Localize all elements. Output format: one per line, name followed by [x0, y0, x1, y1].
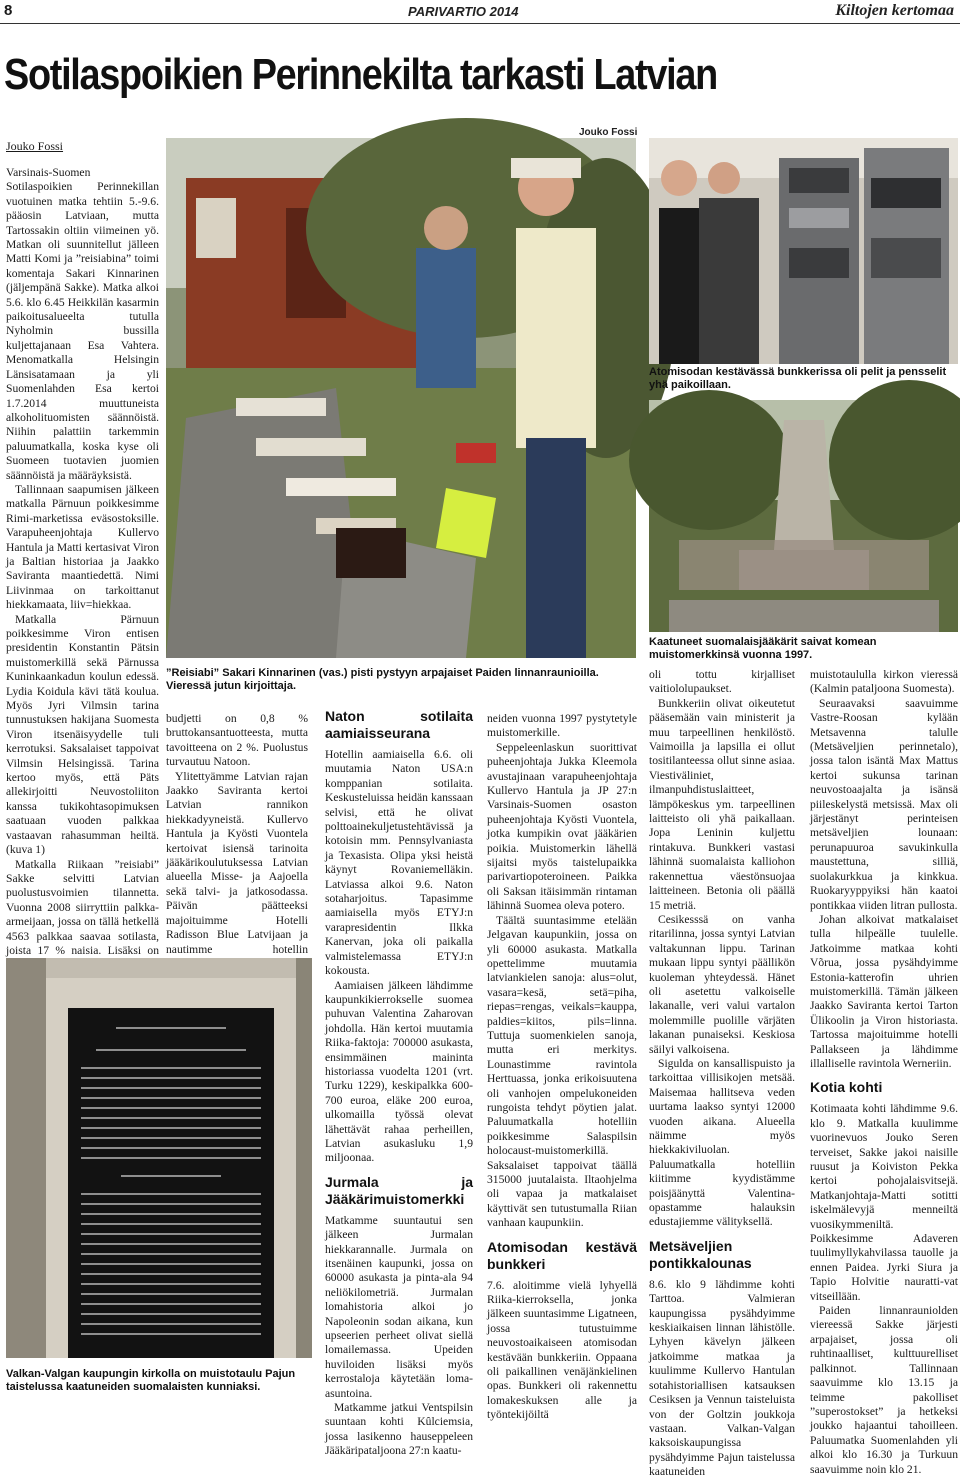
paragraph: Tallinnaan saapumisen jälkeen matkalla Pärnuun poikkesimme Rimi-marketissa eväsostoksille. Varapuheenjohtaja Kullervo Hantula ja Matti kertasivat Viron ja Baltian historiaa ja Jaakko Saviranta maantiedettä. Nimi Liivinmaa on tarkoittanut hiekkamaata, liiv=hiekkaa. [6, 482, 159, 612]
monument-illustration [649, 400, 958, 632]
main-photo-caption: ”Reisiabi” Sakari Kinnarinen (vas.) pisti pystyyn arpajaiset Paiden linnanraunioilla. Vieressä jutun kirjoittaja. [166, 667, 599, 692]
article-column-5 [649, 668, 795, 1480]
paragraph: Seuraavaksi saavuimme Vastre-Roosan kylään Metsavenna talulle (Metsäveljien perinnetalo), jossa talon isäntä Max Mattus kertoi sukunsa tarinan neuvostoaajalta ja isänsä piileskelystä metsissä. Max oli järjestänyt perinteisen metsäveljien lounaan: perunapuuroa savukinkulla maustettuna, silliä, suolakurkkua ja kinkkua. Ruokaryyppyiksi hän kaatoi pontikkaa viiden litran pullosta. [810, 696, 958, 912]
paragraph: Cesikesssä on vanha ritarilinna, jossa syntyi Latvian valtakunnan lippu. Tarinan mukaan lippu syntyi päällikön kuoleman yhteydessä. Hänet oli asetettu valkoiselle lakanalle, veri valui vartalon molemmille puolille värjäten lakanan punaiseksi. Keskiosa säilyi valkoisena. [649, 912, 795, 1056]
main-photo [166, 138, 636, 658]
article-column-1 [6, 166, 159, 957]
paragraph: Ylitettyämme Latvian rajan Jaakko Saviranta kertoi Latvian rannikon hiekkadyyneistä. Kullervo Hantula ja Kyösti Vuontela kertoivat isiensä tarinoita jääkärikoulutuksessa Latvian alueella Misse- ja Aajoella sekä talvi- ja jatkosodassa. Päivän päätteeksi majoituimme Hotelli Radisson Blue Latvijaan ja nautimme hotellin [166, 769, 308, 956]
plaque-photo [6, 958, 312, 1358]
paragraph: Aamiaisen jälkeen lähdimme kaupunkikierrokselle suomea puhuvan Valentina Zaharovan johdolla. Hän kertoi muutamia Riika-faktoja: 700000 asukasta, ensimmäinen maininta historiassa vuodelta 1201 (vrt. Turku 1229), keskipalkka 600-700 euroa, eläke 200 euroa, ulkomailla työssä olevat lähettävät rahaa perheillen, Latvian asukasluku 1,9 miljoonaa. [325, 978, 473, 1165]
paragraph: Bunkkeriin olivat oikeutetut pääsemään vain ministerit ja muu tarpeellinen henkilöstö. Vaimoilla ja lapsilla ei ollut tositilanteessa ollut sinne asiaa. Viestiväliniet, ilmanpuhdistuslaitteet, lämpökeskus ym. tarpeellinen laitteisto oli yhä paikallaan. Jopa Leninin kuljettu rintakuva. Bunkkeri vastasi lähinnä suomalaista kalliohon rakennettua väestönsuojaa laitteineen. Betonia oli päällä 15 metriä. [649, 696, 795, 912]
paragraph: Varsinais-Suomen Sotilaspoikien Perinnekillan vuotuinen matka tehtiin 5.-9.6. pääosin Latviaan, mutta Tartossakin oltiin viimeinen yö. Matkan oli suunnitellut jälleen Matti Komi ja ”reisiabina” toimi komentaja Sakari Kinnarinen (jäljempänä Sakke). Matka alkoi 5.6. klo 6.45 Heikkilän kasarmin paikoitusalueelta tutulla Nyholmin bussilla kuljettajanaan Esa Vahtera. Menomatkalla Helsingin Länsisatamaan ja yli Suomenlahden Esa kertoi 1.7.2014 muuttuneista alkoholituomisten säännöistä. Niihin palattiin tarkemmin paluumatkalla, koska kyse oli Suomeen tuotavien juomien säännöistä ja määräyksistä. [6, 166, 159, 482]
monument-photo [649, 400, 958, 632]
photo-credit: Jouko Fossi [579, 127, 638, 138]
paragraph: Matkamme suuntautui sen jälkeen Jurmalan hiekkarannalle. Jurmala on itsenäinen kaupunki, jossa on 60000 asukasta ja pinta-ala 94 neliökilometriä. Jurmalan lomahistoria alkoi jo Napoleonin sodan aikana, kun upseerien perheet olivat siellä lomailemassa. Upeiden huviloiden lisäksi myös kerrostaloja käytetään loma-asuntoina. [325, 1213, 473, 1400]
bunker-photo-caption: Atomisodan kestävässä bunkkerissa oli pelit ja pensselit yhä paikoillaan. [649, 366, 947, 391]
header-rule [0, 23, 960, 24]
paragraph: Matkalla Pärnuun poikkesimme Viron entisen presidentin Konstantin Pätsin muistomerkillä sekä Pärnussa Kuninkaankadun koulun edessä. Lydia Koidula kävi tätä koulua. Myös Jyri Vilmsin tarina tunnustuksen hakijana Suomesta Viron itsenäisyydelle tuli kerrotuksi. Saksalaiset tappoivat Vilmsin Helsingissä. Tarina kertoo myös, että Päts allekirjoitti Neuvostoliiton kanssa tukikohtasopimuksen saatuaan vuoden palkkaa vastaavan rahasumman heiltä. (kuva 1) [6, 612, 159, 857]
subheading: Metsäveljien pontikkalounas [649, 1237, 752, 1271]
article-column-4 [487, 712, 637, 1423]
page-header [0, 0, 960, 22]
paragraph: Matkalla Riikaan ”reisiabi” Sakke selvitti Latvian puolustusvoimien tilannetta. Vuonna 2008 siirryttiin palkka-armeijaan, jossa on tällä hetkellä 4563 palkkaa saavaa sotilasta, joista 17 % naisia. Lisäksi on [6, 857, 159, 957]
paragraph: 8.6. klo 9 lähdimme kohti Tarttoa. Valmieran kaupungissa pysähdyimme keskiaikaisen linnan lähistölle. Lyhyen kävelyn jälkeen jatkoimme matkaa ja kuulimme Kullervo Hantulan sotahistoriallisen katsauksen Cesiksen ja Vennun taisteluista von der Goltzin joukkoja vastaan. Valkan-Valgan kaksoiskaupungissa pysähdyimme Pajun taistelussa kaatuneiden [649, 1277, 795, 1479]
memorial-plaque-illustration [6, 958, 312, 1358]
subheading: Atomisodan kestävä bunkkeri [487, 1238, 637, 1272]
paragraph: budjetti on 0,8 % bruttokansantuotteesta, mutta tavoitteena on 2 %. Puolustus turvautuu Natoon. [166, 712, 308, 769]
paragraph: Hotellin aamiaisella 6.6. oli muutamia Naton USA:n komppanian sotilaita. Keskusteluissa heidän kanssaan selvisi, että he olivat polttoainekuljetustehtävissä ja kotoisin mm. Pennsylvaniasta ja Texasista. Olipa yksi heistä käynyt Rovaniemelläkin. Latviassa alkoi 9.6. Naton sotaharjoitus. Tapasimme aamiaisella myös ETYJ:n varapresidentin Ilkka Kanervan, joka oli paikalla valmistelemassa ETYJ:n kokousta. [325, 748, 473, 978]
paragraph: oli tottu kirjalliset vaitiololupaukset. [649, 668, 795, 696]
page-number: 8 [4, 2, 13, 19]
article-column-2 [166, 712, 308, 986]
article-column-6 [810, 668, 958, 1477]
article-column-3 [325, 708, 473, 1459]
bunker-illustration [649, 138, 958, 364]
paragraph: muistotaululla kirkon vieressä (Kalmin pataljoona Suomesta). [810, 668, 958, 696]
paragraph: Täältä suuntasimme etelään Jelgavan kaupunkiin, jossa on yli 60000 asukasta. Matkalla opettelimme muutamia latviankielen sanoja: alus=olut, vasara=kesä, setä=piha, riepas=rengas, veikals=kauppa, paldies=kiitos, pils=linna. Tuttuja suomenkielen sanoja, mutta eri merkitys. Lounastimme ravintola Herttuassa, jonka erikoisuutena oli vanhojen ompelukoneiden rungoista tehdyt pöytien jalat. Paluumatkalla hotelliin poikkesimme Salaspilsin holocaust-muistomerkillä. Saksalaiset tappoivat täällä 315000 juutalaista. Iltaohjelma oli vapaa ja matkalaiset käyttivät sen tutustumalla Riian vanhaan kaupunkiin. [487, 913, 637, 1230]
subheading: Jurmala ja Jääkärimuistomerkki [325, 1173, 473, 1207]
paragraph: Seppeleenlaskun suorittivat puheenjohtaja Jukka Kleemola avustajinaan varapuheenjohtaja Kullervo Hantula ja JP 27:n Varsinais-Suomen osaston puheenjohtaja Kyösti Vuontela, jotka kumpikin ovat jääkärien poikia. Muistomerkin lähellä sijaitsi myös taistelupaikka parivartiopoteroineen. Paikka oli Saksan itäisimmän rintaman lähinnä Suomea oleva potero. [487, 740, 637, 913]
subheading: Kotia kohti [810, 1079, 883, 1096]
paragraph: Sigulda on kansallispuisto ja tarkoittaa villisikojen metsää. Maisemaa hallitseva veden uurtama laakso syntyi 12000 vuoden aikana. Alueella näimme myös hiekkakiviluolan. Paluumatkalla hotelliin kiitimme kyydistämme poisjäänyttä Valentina-opastamme halauksin edustajiemme välityksellä. [649, 1056, 795, 1229]
paragraph: Kotimaata kohti lähdimme 9.6. klo 9. Matkalla kuulimme vuorinevuos Jouko Seren terveiset, Sakke jakoi naisille ruusut ja Koiviston Pekka kertoi pohojalaisvitsejä. Matkanjohtaja-Matti sotitti iskelmälevyjä menneiltä vuosikymmeniltä. Poikkesimme Adaveren tuulimyllykahvilassa tauolle ja ennen Paidea. Jyrki Siura ja Tapio Holvitie nauratti-vat vitseillään. [810, 1102, 958, 1303]
paragraph: Matkamme jatkui Ventspilsin suuntaan kohti Kûlciemsia, jossa lasikenno hauseppeleen Jääkäripataljoona 27:n kaatu- [325, 1401, 473, 1458]
publication-title: PARIVARTIO 2014 [408, 4, 519, 19]
plaque-photo-caption: Valkan-Valgan kaupungin kirkolla on muistotaulu Pajun taistelussa kaatuneiden suomalaisten kunniaksi. [6, 1368, 296, 1393]
section-title: Kiltojen kertomaa [835, 2, 954, 19]
monument-photo-caption: Kaatuneet suomalaisjääkärit saivat komean muistomerkkinsä vuonna 1997. [649, 636, 877, 661]
bunker-photo [649, 138, 958, 364]
paragraph: Johan alkoivat matkalaiset tulla hilpeälle tuulelle. Jatkoimme matkaa kohti Võrua, jossa pysähdyimme Estonia-katterofin uhrien muistomerkillä. Tämän jälkeen Jaakko Saviranta kertoi Tarton Ülikoolin ja Viron historiasta. Tartossa majoituimme hotelli Pallakseen ja lähdimme illalliselle ravintola Werneriin. [810, 912, 958, 1070]
paragraph: neiden vuonna 1997 pystytetyle muistomerkille. [487, 712, 637, 740]
author-byline: Jouko Fossi [6, 139, 64, 153]
paragraph: 7.6. aloitimme vielä lyhyellä Riika-kierroksella, jonka jälkeen suuntasimme Ligatneen, jossa tutustuimme neuvostoaikaiseen atomisodan kestävään bunkkeriin. Oppaana oli paikallinen venäjänkielinen opas. Bunkkeri oli rakennettu lomakeskuksen alle ja työntekijöiltä [487, 1278, 637, 1422]
headline: Sotilaspoikien Perinnekilta tarkasti Latvian [4, 50, 717, 99]
subheading: Naton sotilaita aamiaisseurana [325, 708, 473, 741]
paragraph: Paiden linnanrauniolden viereessä Sakke järjesti arpajaiset, jossa oli ruhtinaalliset, kulttuurelliset palkinnot. Tallinnaan saavuimme klo 13.15 ja teimme pakolliset ”superostokset” ja hetkeksi joukko hajaantui tahoilleen. Paluumatka Suomenlahden yli alkoi klo 16.30 ja Turkuun saavuimme noin klo 21. [810, 1304, 958, 1476]
lottery-scene-illustration [166, 138, 636, 658]
